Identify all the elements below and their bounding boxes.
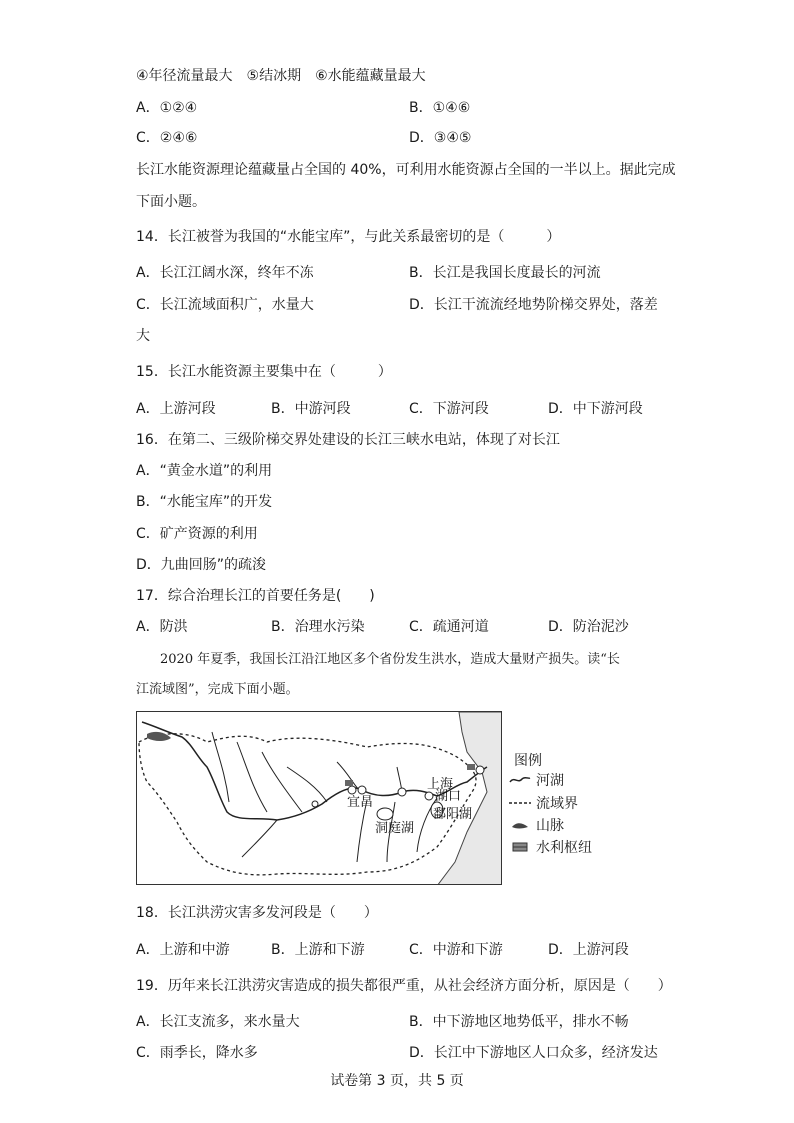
q18-option-c: C．中游和下游 xyxy=(409,942,503,958)
q19-stem: 19．历年来长江洪涝灾害造成的损失都很严重，从社会经济方面分析，原因是（ ） xyxy=(136,978,672,994)
tributary xyxy=(242,820,277,857)
city-dot xyxy=(398,788,406,796)
label-poyang: 鄱阳湖 xyxy=(433,807,473,822)
hydro-hub xyxy=(467,764,475,770)
legend-river-label: 河湖 xyxy=(536,773,564,789)
dongting-lake xyxy=(377,808,393,820)
yangtze-basin-map xyxy=(136,711,502,885)
q17-option-d: D．防治泥沙 xyxy=(548,619,629,635)
q19-option-b: B．中下游地区地势低平，排水不畅 xyxy=(409,1014,629,1030)
river-symbol-icon xyxy=(508,770,532,790)
mountain-shape xyxy=(147,732,171,741)
q15-option-a: A．上游河段 xyxy=(136,401,216,417)
q17-option-a: A．防洪 xyxy=(136,619,188,635)
label-dongting: 洞庭湖 xyxy=(375,821,415,836)
legend-river xyxy=(508,770,564,790)
q19-option-a: A．长江支流多，来水量大 xyxy=(136,1014,300,1030)
q14-stem: 14．长江被誉为我国的“水能宝库”，与此关系最密切的是（ ） xyxy=(136,229,561,245)
legend-hydro-label: 水利枢纽 xyxy=(536,840,592,856)
city-dot xyxy=(312,801,318,807)
legend-boundary xyxy=(508,793,578,813)
legend-title: 图例 xyxy=(514,753,542,769)
passage2-line2: 江流域图”，完成下面小题。 xyxy=(136,682,299,697)
q19-option-d: D．长江中下游地区人口众多，经济发达 xyxy=(409,1045,658,1061)
city-dot xyxy=(348,786,356,794)
basin-boundary xyxy=(139,734,476,875)
city-dot xyxy=(425,792,433,800)
q16-option-d: D．九曲回肠”的疏浚 xyxy=(136,557,267,573)
hydro-hub xyxy=(345,780,353,786)
city-dot xyxy=(476,766,484,774)
legend-hydro xyxy=(508,837,592,857)
q14-option-b: B．长江是我国长度最长的河流 xyxy=(409,265,601,281)
q16-option-a: A．“黄金水道”的利用 xyxy=(136,463,273,479)
label-yichang: 宜昌 xyxy=(347,795,374,810)
q18-option-a: A．上游和中游 xyxy=(136,942,230,958)
legend-boundary-label: 流域界 xyxy=(536,796,578,812)
passage1-line2: 下面小题。 xyxy=(136,194,206,210)
q18-stem: 18．长江洪涝灾害多发河段是（ ） xyxy=(136,905,378,921)
q15-option-c: C．下游河段 xyxy=(409,401,489,417)
q19-option-c: C．雨季长，降水多 xyxy=(136,1045,258,1061)
q15-option-d: D．中下游河段 xyxy=(548,401,643,417)
q16-option-c: C．矿产资源的利用 xyxy=(136,526,258,542)
q14-option-c: C．长江流域面积广，水量大 xyxy=(136,297,314,313)
legend-mountain xyxy=(508,815,564,835)
q15-option-b: B．中游河段 xyxy=(271,401,351,417)
tributary xyxy=(212,732,229,802)
label-hukou: 湖口 xyxy=(435,789,462,804)
q13-option-d: D．③④⑤ xyxy=(409,130,472,146)
q17-option-c: C．疏通河道 xyxy=(409,619,489,635)
tributary xyxy=(287,767,327,802)
q18-option-d: D．上游河段 xyxy=(548,942,629,958)
prev-options-line: ④年径流量最大 ⑤结冰期 ⑥水能蕴藏量最大 xyxy=(136,68,426,84)
hydro-hub-symbol-icon xyxy=(508,837,532,857)
q13-option-c: C．②④⑥ xyxy=(136,130,198,146)
q16-stem: 16．在第二、三级阶梯交界处建设的长江三峡水电站，体现了对长江 xyxy=(136,432,560,448)
q14-option-d: D．长江干流流经地势阶梯交界处，落差 xyxy=(409,297,658,313)
legend-mountain-label: 山脉 xyxy=(536,818,564,834)
label-shanghai: 上海 xyxy=(427,777,454,792)
q17-stem: 17．综合治理长江的首要任务是( ) xyxy=(136,588,375,604)
boundary-symbol-icon xyxy=(508,793,532,813)
tributary xyxy=(262,752,302,812)
q17-option-b: B．治理水污染 xyxy=(271,619,365,635)
city-dot xyxy=(358,786,366,794)
q18-option-b: B．上游和下游 xyxy=(271,942,365,958)
q13-option-a: A．①②④ xyxy=(136,100,198,116)
q14-option-a: A．长江江阔水深，终年不冻 xyxy=(136,265,314,281)
q14-option-d-wrap: 大 xyxy=(136,328,150,344)
passage1-line1: 长江水能资源理论蕴藏量占全国的 40%，可利用水能资源占全国的一半以上。据此完成 xyxy=(136,162,676,178)
q13-option-b: B．①④⑥ xyxy=(409,100,471,116)
map-drawing xyxy=(137,712,502,885)
q15-stem: 15．长江水能资源主要集中在（ ） xyxy=(136,364,392,380)
passage2-line1: 2020 年夏季，我国长江沿江地区多个省份发生洪水，造成大量财产损失。读“长 xyxy=(160,652,620,667)
mountain-symbol-icon xyxy=(508,815,532,835)
q16-option-b: B．“水能宝库”的开发 xyxy=(136,494,273,510)
page-footer: 试卷第 3 页，共 5 页 xyxy=(330,1073,464,1089)
